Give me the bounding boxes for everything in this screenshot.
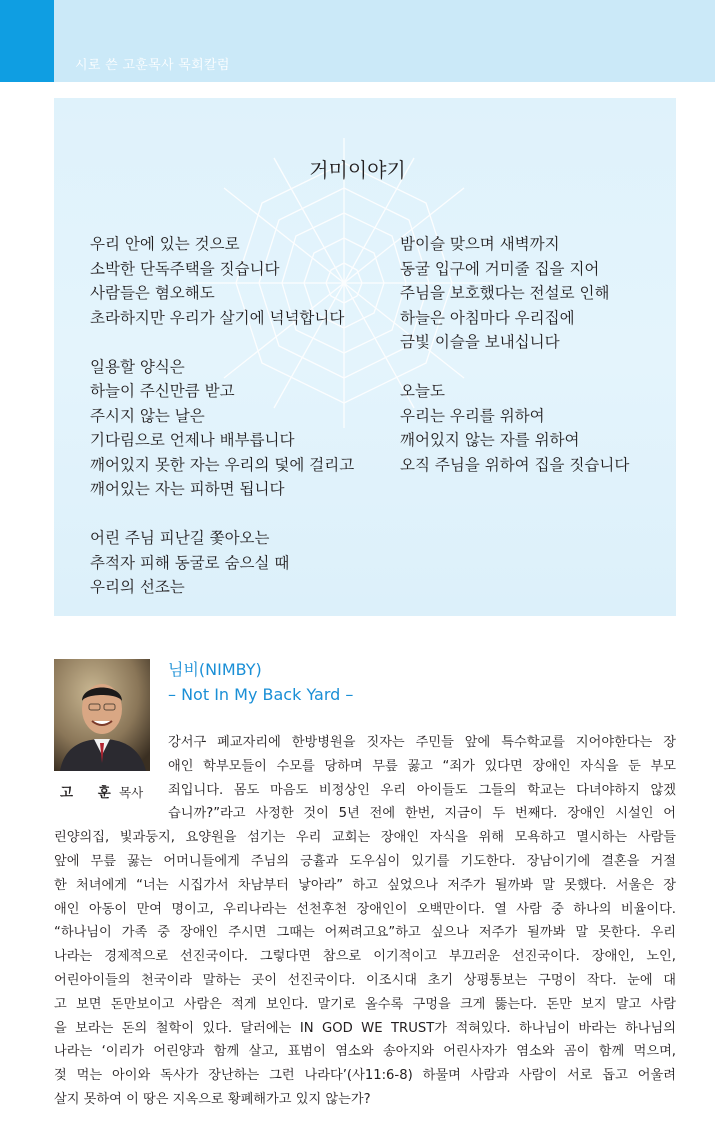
- header-title: 시로 쓴 고훈목사 목회칼럼: [75, 58, 230, 73]
- body-line: 습니까?”라고 사정한 것이 5년 전에 한번, 지금이 두 번째다. 장애인 시설인 어: [168, 806, 676, 822]
- body-line: 죄입니다. 몸도 마음도 비정상인 우리 아이들도 그들의 학교는 다녀야하지 않겠: [168, 782, 676, 798]
- poem-stanza: [90, 355, 354, 502]
- body-line: 앞에 무릎 꿇는 어머니들에게 주님의 긍휼과 도우심이 있기를 기도한다. 장남이기에 결혼을 거절: [54, 853, 676, 869]
- poem-stanza: [400, 379, 629, 477]
- author-role: 목사: [119, 785, 144, 800]
- body-line: 고 보면 돈만보이고 사람은 적게 보인다. 말기로 올수록 구멍을 크게 뚫는다. 돈만 보지 말고 사람: [54, 996, 676, 1012]
- poem-line: 깨어있지 않는 자를 위하여: [400, 431, 580, 449]
- poem-stanza: [400, 232, 629, 355]
- body-line: 애인 아동이 만여 명이고, 우리나라는 선천후천 장애인이 오백만이다. 열 사람 중 하나의 비율이다.: [54, 901, 676, 917]
- body-line: 살지 못하여 이 땅은 지옥으로 황폐해가고 있지 않는가?: [54, 1091, 371, 1107]
- poem-line: 주시지 않는 날은: [90, 406, 205, 425]
- poem-line: 깨어있지 못한 자는 우리의 덫에 걸리고: [90, 455, 355, 474]
- poem-line: 금빛 이슬을 보내십니다: [400, 333, 560, 351]
- column-subtitle: – Not In My Back Yard –: [168, 685, 354, 704]
- body-line: 애인 학부모들이 수모를 당하며 무릎 꿇고 “죄가 있다면 장애인 자식을 둔 부모: [168, 758, 676, 774]
- poem-stanza: [90, 232, 354, 330]
- poem-line: 하늘이 주신만큼 받고: [90, 382, 235, 400]
- body-line: 린양의집, 빛과둥지, 요양원을 섬기는 우리 교회는 장애인 자식을 위해 모욕하고 멸시하는 사람들: [54, 830, 676, 846]
- header-accent-tab: [0, 0, 54, 82]
- poem-title: 거미이야기: [309, 158, 406, 182]
- column-body: [54, 731, 676, 1112]
- poem-line: 오늘도: [400, 382, 445, 400]
- poem-line: 오직 주님을 위하여 집을 짓습니다: [400, 455, 630, 474]
- poem-line: 기다림으로 언제나 배부릅니다: [90, 431, 295, 449]
- body-line: 젖 먹는 아이와 독사가 장난하는 그런 나라다’(사11:6-8) 하물며 사람과 사람이 서로 돕고 어울려: [54, 1068, 676, 1084]
- poem-line: 동굴 입구에 거미줄 집을 지어: [400, 259, 600, 278]
- poem-line: 어린 주님 피난길 쫓아오는: [90, 529, 270, 547]
- column-title: 님비(NIMBY): [168, 660, 262, 679]
- poem-line: 밤이슬 맞으며 새벽까지: [400, 235, 560, 253]
- poem-line: 깨어있는 자는 피하면 됩니다: [90, 480, 285, 498]
- poem-line: 소박한 단독주택을 짓습니다: [90, 259, 280, 278]
- poem-line: 추적자 피해 동굴로 숨으실 때: [90, 553, 290, 572]
- poem-line: 일용할 양식은: [90, 357, 185, 376]
- body-line: 나라는 경제적으로 선진국이다. 그렇다면 참으로 이기적이고 부끄러운 선진국이다. 장애인, 노인,: [54, 949, 676, 965]
- poem-line: 우리의 선조는: [90, 578, 185, 596]
- body-line: 나라는 ‘이리가 어린양과 함께 살고, 표범이 염소와 송아지와 어린사자가 염소와 곰이 함께 먹으며,: [54, 1044, 676, 1060]
- body-line: 어린아이들의 천국이라 말하는 곳이 선진국이다. 이조시대 초기 상평통보는 구멍이 작다. 눈에 대: [54, 972, 676, 988]
- poem-line: 초라하지만 우리가 살기에 넉넉합니다: [90, 308, 345, 327]
- body-line: 한 처녀에게 “너는 시집가서 차남부터 낳아라” 하고 싶었으나 저주가 될까봐 말 못했다. 서울은 장: [54, 877, 676, 893]
- poem-stanza: [90, 526, 354, 600]
- body-line: 을 보라는 돈의 철학이 있다. 달러에는 IN GOD WE TRUST가 적혀있다. 하나님이 바라는 하나님의: [54, 1020, 676, 1036]
- body-line: “하나님이 가족 중 장애인 주시면 그때는 어쩌려고요”하고 싶으나 저주가 될까봐 말 못한다. 우리: [54, 925, 676, 941]
- poem-line: 사람들은 혐오해도: [90, 284, 215, 302]
- author-name: 고 훈: [60, 785, 121, 801]
- poem-left-column: [90, 232, 354, 624]
- poem-line: 하늘은 아침마다 우리집에: [400, 308, 575, 327]
- poem-line: 주님을 보호했다는 전설로 인해: [400, 284, 610, 302]
- poem-right-column: [400, 232, 629, 502]
- poem-line: 우리는 우리를 위하여: [400, 406, 545, 425]
- body-line: 강서구 폐교자리에 한방병원을 짓자는 주민들 앞에 특수학교를 지어야한다는 장: [168, 735, 676, 750]
- poem-line: 우리 안에 있는 것으로: [90, 235, 240, 253]
